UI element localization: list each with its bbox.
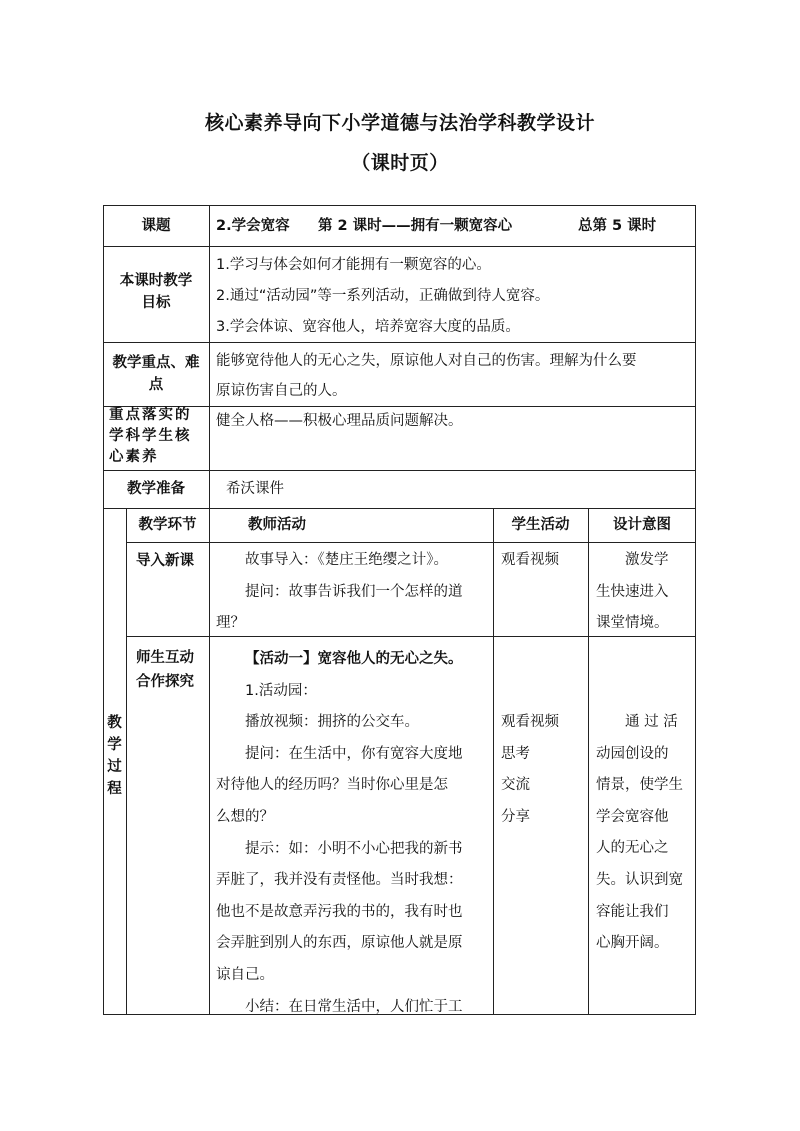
topic-total: 总第 5 课时 (578, 218, 657, 234)
topic-label: 课题 (141, 218, 171, 234)
topic-period: 第 2 课时——拥有一颗宽容心 (318, 218, 513, 234)
table-rule (126, 508, 127, 1015)
table-rule (103, 508, 696, 509)
key-points-line: 能够宽待他人的无心之失，原谅他人对自己的伤害。理解为什么要 (216, 353, 637, 369)
key-points-line: 原谅伤害自己的人。 (216, 383, 347, 399)
intro-teacher-activity: 故事导入：《楚庄王绝缨之计》。 提问：故事告诉我们一个怎样的道 理？ (216, 552, 463, 632)
table-rule (588, 508, 589, 1015)
table-rule (209, 205, 210, 508)
objective-item: 2.通过“活动园”等一系列活动，正确做到待人宽容。 (216, 288, 550, 304)
table-rule (103, 246, 696, 247)
topic-lesson: 2.学会宽容 (216, 218, 290, 234)
header-intent: 设计意图 (613, 517, 671, 533)
explore-design-intent: 通 过 活 动园创设的 情景，使学生 学会宽容他 人的无心之 失。认识到宽 容能让我们 心胸开阔。 (596, 714, 683, 952)
stage-intro: 导入新课 (136, 553, 194, 569)
process-side-label: 教 学 过 程 (107, 715, 122, 797)
objective-item: 1.学习与体会如何才能拥有一颗宽容的心。 (216, 257, 491, 273)
header-teacher: 教师活动 (248, 517, 306, 533)
explore-student-activity: 观看视频 思考 交流 分享 (501, 714, 559, 825)
objectives-label: 本课时教学 目标 (119, 273, 193, 311)
table-rule (126, 542, 696, 543)
activity-heading: 【活动一】宽容他人的无心之失。 (245, 651, 463, 667)
table-rule (103, 342, 696, 343)
core-literacy-label: 重点落实的 学科学生核 心素养 (109, 407, 192, 465)
preparation-content: 希沃课件 (226, 481, 284, 497)
document-subtitle: （课时页） (351, 152, 449, 174)
table-rule (209, 508, 210, 1015)
core-literacy-content: 健全人格——积极心理品质问题解决。 (216, 413, 463, 429)
key-points-label: 教学重点、难 点 (112, 355, 200, 393)
document-title: 核心素养导向下小学道德与法治学科教学设计 (204, 112, 595, 134)
table-rule (103, 470, 696, 471)
intro-design-intent: 激发学 生快速进入 课堂情境。 (596, 552, 669, 632)
intro-student-activity: 观看视频 (501, 552, 559, 568)
stage-explore: 师生互动 合作探究 (136, 650, 194, 690)
preparation-label: 教学准备 (127, 481, 185, 497)
header-stage: 教学环节 (138, 517, 197, 533)
objective-item: 3.学会体谅、宽容他人，培养宽容大度的品质。 (216, 319, 520, 335)
table-rule (493, 508, 494, 1015)
header-student: 学生活动 (511, 517, 570, 533)
explore-teacher-activity: 【活动一】宽容他人的无心之失。 1.活动园： 播放视频：拥挤的公交车。 提问：在生活中，你有宽容大度地 对待他人的经历吗？当时你心里是怎 么想的？ 提示：如：小明不小心把我的新书 弄脏了，我并没有责怪他。当时我想： 他也不是故意弄污我的书的，我有时也 会弄脏到别人的东西，原谅他人就是原 谅自己。 小结：在日常生活中，人们忙于工 (216, 644, 463, 1023)
